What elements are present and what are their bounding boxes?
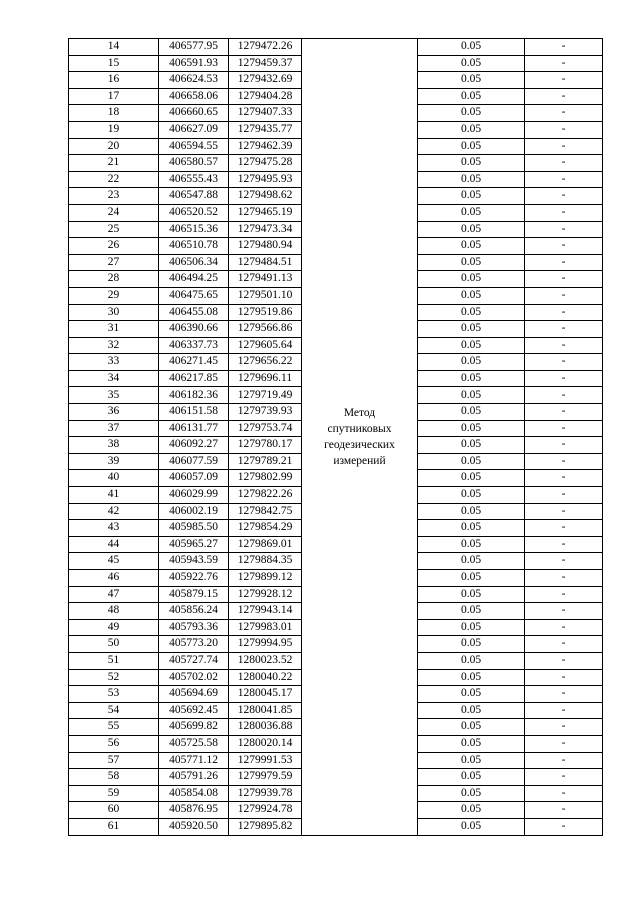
accuracy-cell: 0.05 <box>418 619 525 636</box>
point-number-cell: 32 <box>69 337 159 354</box>
note-cell: - <box>525 487 603 504</box>
y-coordinate-cell: 1279501.10 <box>229 287 302 304</box>
point-number-cell: 38 <box>69 437 159 454</box>
accuracy-cell: 0.05 <box>418 769 525 786</box>
y-coordinate-cell: 1279991.53 <box>229 752 302 769</box>
accuracy-cell: 0.05 <box>418 603 525 620</box>
coordinates-table-body <box>69 39 603 836</box>
note-cell: - <box>525 171 603 188</box>
note-cell: - <box>525 105 603 122</box>
point-number-cell: 45 <box>69 553 159 570</box>
note-cell: - <box>525 271 603 288</box>
accuracy-cell: 0.05 <box>418 636 525 653</box>
note-cell: - <box>525 39 603 56</box>
method-text-line: Метод <box>343 406 376 419</box>
accuracy-cell: 0.05 <box>418 138 525 155</box>
note-cell: - <box>525 520 603 537</box>
accuracy-cell: 0.05 <box>418 470 525 487</box>
point-number-cell: 59 <box>69 785 159 802</box>
point-number-cell: 14 <box>69 39 159 56</box>
y-coordinate-cell: 1279519.86 <box>229 304 302 321</box>
point-number-cell: 52 <box>69 669 159 686</box>
y-coordinate-cell: 1279842.75 <box>229 503 302 520</box>
point-number-cell: 49 <box>69 619 159 636</box>
x-coordinate-cell: 406475.65 <box>159 287 229 304</box>
point-number-cell: 24 <box>69 204 159 221</box>
accuracy-cell: 0.05 <box>418 287 525 304</box>
point-number-cell: 54 <box>69 702 159 719</box>
accuracy-cell: 0.05 <box>418 536 525 553</box>
accuracy-cell: 0.05 <box>418 155 525 172</box>
y-coordinate-cell: 1279884.35 <box>229 553 302 570</box>
note-cell: - <box>525 155 603 172</box>
x-coordinate-cell: 405692.45 <box>159 702 229 719</box>
point-number-cell: 56 <box>69 735 159 752</box>
point-number-cell: 60 <box>69 802 159 819</box>
y-coordinate-cell: 1280040.22 <box>229 669 302 686</box>
y-coordinate-cell: 1280020.14 <box>229 735 302 752</box>
x-coordinate-cell: 405922.76 <box>159 570 229 587</box>
note-cell: - <box>525 287 603 304</box>
accuracy-cell: 0.05 <box>418 204 525 221</box>
note-cell: - <box>525 536 603 553</box>
accuracy-cell: 0.05 <box>418 238 525 255</box>
y-coordinate-cell: 1279780.17 <box>229 437 302 454</box>
note-cell: - <box>525 735 603 752</box>
y-coordinate-cell: 1279719.49 <box>229 387 302 404</box>
x-coordinate-cell: 405725.58 <box>159 735 229 752</box>
accuracy-cell: 0.05 <box>418 785 525 802</box>
point-number-cell: 19 <box>69 121 159 138</box>
x-coordinate-cell: 406510.78 <box>159 238 229 255</box>
point-number-cell: 35 <box>69 387 159 404</box>
accuracy-cell: 0.05 <box>418 188 525 205</box>
point-number-cell: 15 <box>69 55 159 72</box>
point-number-cell: 22 <box>69 171 159 188</box>
note-cell: - <box>525 437 603 454</box>
y-coordinate-cell: 1280036.88 <box>229 719 302 736</box>
method-text-line: измерений <box>333 454 386 467</box>
x-coordinate-cell: 406591.93 <box>159 55 229 72</box>
x-coordinate-cell: 405985.50 <box>159 520 229 537</box>
point-number-cell: 23 <box>69 188 159 205</box>
point-number-cell: 57 <box>69 752 159 769</box>
accuracy-cell: 0.05 <box>418 254 525 271</box>
y-coordinate-cell: 1279498.62 <box>229 188 302 205</box>
x-coordinate-cell: 406182.36 <box>159 387 229 404</box>
note-cell: - <box>525 686 603 703</box>
note-cell: - <box>525 188 603 205</box>
note-cell: - <box>525 88 603 105</box>
point-number-cell: 58 <box>69 769 159 786</box>
note-cell: - <box>525 337 603 354</box>
note-cell: - <box>525 619 603 636</box>
accuracy-cell: 0.05 <box>418 752 525 769</box>
method-cell <box>302 39 418 836</box>
x-coordinate-cell: 406390.66 <box>159 321 229 338</box>
accuracy-cell: 0.05 <box>418 719 525 736</box>
accuracy-cell: 0.05 <box>418 802 525 819</box>
x-coordinate-cell: 406520.52 <box>159 204 229 221</box>
note-cell: - <box>525 370 603 387</box>
y-coordinate-cell: 1279566.86 <box>229 321 302 338</box>
x-coordinate-cell: 406271.45 <box>159 354 229 371</box>
y-coordinate-cell: 1279979.59 <box>229 769 302 786</box>
note-cell: - <box>525 453 603 470</box>
point-number-cell: 50 <box>69 636 159 653</box>
accuracy-cell: 0.05 <box>418 520 525 537</box>
note-cell: - <box>525 752 603 769</box>
note-cell: - <box>525 702 603 719</box>
accuracy-cell: 0.05 <box>418 105 525 122</box>
x-coordinate-cell: 405791.26 <box>159 769 229 786</box>
point-number-cell: 40 <box>69 470 159 487</box>
y-coordinate-cell: 1279789.21 <box>229 453 302 470</box>
note-cell: - <box>525 321 603 338</box>
note-cell: - <box>525 719 603 736</box>
x-coordinate-cell: 405856.24 <box>159 603 229 620</box>
x-coordinate-cell: 406624.53 <box>159 72 229 89</box>
y-coordinate-cell: 1280045.17 <box>229 686 302 703</box>
x-coordinate-cell: 405854.08 <box>159 785 229 802</box>
point-number-cell: 25 <box>69 221 159 238</box>
note-cell: - <box>525 238 603 255</box>
point-number-cell: 46 <box>69 570 159 587</box>
coordinates-table <box>68 38 603 836</box>
y-coordinate-cell: 1279939.78 <box>229 785 302 802</box>
note-cell: - <box>525 470 603 487</box>
x-coordinate-cell: 406131.77 <box>159 420 229 437</box>
y-coordinate-cell: 1279462.39 <box>229 138 302 155</box>
x-coordinate-cell: 405793.36 <box>159 619 229 636</box>
x-coordinate-cell: 406577.95 <box>159 39 229 56</box>
x-coordinate-cell: 405702.02 <box>159 669 229 686</box>
point-number-cell: 47 <box>69 586 159 603</box>
x-coordinate-cell: 405879.15 <box>159 586 229 603</box>
accuracy-cell: 0.05 <box>418 437 525 454</box>
accuracy-cell: 0.05 <box>418 304 525 321</box>
point-number-cell: 18 <box>69 105 159 122</box>
y-coordinate-cell: 1279432.69 <box>229 72 302 89</box>
y-coordinate-cell: 1279983.01 <box>229 619 302 636</box>
y-coordinate-cell: 1279484.51 <box>229 254 302 271</box>
note-cell: - <box>525 769 603 786</box>
x-coordinate-cell: 406151.58 <box>159 404 229 421</box>
accuracy-cell: 0.05 <box>418 570 525 587</box>
x-coordinate-cell: 406506.34 <box>159 254 229 271</box>
note-cell: - <box>525 221 603 238</box>
y-coordinate-cell: 1279899.12 <box>229 570 302 587</box>
y-coordinate-cell: 1279869.01 <box>229 536 302 553</box>
y-coordinate-cell: 1279854.29 <box>229 520 302 537</box>
note-cell: - <box>525 818 603 835</box>
note-cell: - <box>525 72 603 89</box>
accuracy-cell: 0.05 <box>418 669 525 686</box>
note-cell: - <box>525 121 603 138</box>
y-coordinate-cell: 1279696.11 <box>229 370 302 387</box>
point-number-cell: 44 <box>69 536 159 553</box>
x-coordinate-cell: 406337.73 <box>159 337 229 354</box>
y-coordinate-cell: 1279404.28 <box>229 88 302 105</box>
y-coordinate-cell: 1279928.12 <box>229 586 302 603</box>
y-coordinate-cell: 1279895.82 <box>229 818 302 835</box>
note-cell: - <box>525 669 603 686</box>
note-cell: - <box>525 204 603 221</box>
method-text-line: геодезических <box>324 438 395 451</box>
y-coordinate-cell: 1279407.33 <box>229 105 302 122</box>
y-coordinate-cell: 1279822.26 <box>229 487 302 504</box>
point-number-cell: 16 <box>69 72 159 89</box>
y-coordinate-cell: 1279802.99 <box>229 470 302 487</box>
x-coordinate-cell: 406594.55 <box>159 138 229 155</box>
x-coordinate-cell: 406077.59 <box>159 453 229 470</box>
x-coordinate-cell: 406494.25 <box>159 271 229 288</box>
note-cell: - <box>525 503 603 520</box>
note-cell: - <box>525 570 603 587</box>
point-number-cell: 21 <box>69 155 159 172</box>
x-coordinate-cell: 406660.65 <box>159 105 229 122</box>
y-coordinate-cell: 1279943.14 <box>229 603 302 620</box>
note-cell: - <box>525 304 603 321</box>
y-coordinate-cell: 1279472.26 <box>229 39 302 56</box>
point-number-cell: 29 <box>69 287 159 304</box>
x-coordinate-cell: 405694.69 <box>159 686 229 703</box>
x-coordinate-cell: 405943.59 <box>159 553 229 570</box>
accuracy-cell: 0.05 <box>418 503 525 520</box>
accuracy-cell: 0.05 <box>418 387 525 404</box>
note-cell: - <box>525 354 603 371</box>
accuracy-cell: 0.05 <box>418 370 525 387</box>
table-row <box>69 39 603 56</box>
accuracy-cell: 0.05 <box>418 686 525 703</box>
y-coordinate-cell: 1279656.22 <box>229 354 302 371</box>
accuracy-cell: 0.05 <box>418 39 525 56</box>
accuracy-cell: 0.05 <box>418 586 525 603</box>
y-coordinate-cell: 1279435.77 <box>229 121 302 138</box>
point-number-cell: 51 <box>69 652 159 669</box>
point-number-cell: 53 <box>69 686 159 703</box>
y-coordinate-cell: 1280041.85 <box>229 702 302 719</box>
x-coordinate-cell: 406627.09 <box>159 121 229 138</box>
x-coordinate-cell: 405965.27 <box>159 536 229 553</box>
accuracy-cell: 0.05 <box>418 55 525 72</box>
x-coordinate-cell: 406547.88 <box>159 188 229 205</box>
point-number-cell: 43 <box>69 520 159 537</box>
note-cell: - <box>525 652 603 669</box>
accuracy-cell: 0.05 <box>418 420 525 437</box>
accuracy-cell: 0.05 <box>418 121 525 138</box>
note-cell: - <box>525 55 603 72</box>
point-number-cell: 42 <box>69 503 159 520</box>
x-coordinate-cell: 406455.08 <box>159 304 229 321</box>
accuracy-cell: 0.05 <box>418 553 525 570</box>
point-number-cell: 39 <box>69 453 159 470</box>
y-coordinate-cell: 1279491.13 <box>229 271 302 288</box>
y-coordinate-cell: 1280023.52 <box>229 652 302 669</box>
point-number-cell: 34 <box>69 370 159 387</box>
point-number-cell: 26 <box>69 238 159 255</box>
y-coordinate-cell: 1279480.94 <box>229 238 302 255</box>
note-cell: - <box>525 586 603 603</box>
note-cell: - <box>525 387 603 404</box>
x-coordinate-cell: 405727.74 <box>159 652 229 669</box>
x-coordinate-cell: 406217.85 <box>159 370 229 387</box>
x-coordinate-cell: 406555.43 <box>159 171 229 188</box>
x-coordinate-cell: 406057.09 <box>159 470 229 487</box>
x-coordinate-cell: 406002.19 <box>159 503 229 520</box>
point-number-cell: 27 <box>69 254 159 271</box>
accuracy-cell: 0.05 <box>418 453 525 470</box>
accuracy-cell: 0.05 <box>418 271 525 288</box>
y-coordinate-cell: 1279739.93 <box>229 404 302 421</box>
note-cell: - <box>525 603 603 620</box>
point-number-cell: 55 <box>69 719 159 736</box>
y-coordinate-cell: 1279475.28 <box>229 155 302 172</box>
x-coordinate-cell: 406515.36 <box>159 221 229 238</box>
point-number-cell: 33 <box>69 354 159 371</box>
y-coordinate-cell: 1279465.19 <box>229 204 302 221</box>
accuracy-cell: 0.05 <box>418 404 525 421</box>
accuracy-cell: 0.05 <box>418 702 525 719</box>
note-cell: - <box>525 785 603 802</box>
point-number-cell: 41 <box>69 487 159 504</box>
accuracy-cell: 0.05 <box>418 354 525 371</box>
x-coordinate-cell: 405773.20 <box>159 636 229 653</box>
accuracy-cell: 0.05 <box>418 735 525 752</box>
note-cell: - <box>525 553 603 570</box>
accuracy-cell: 0.05 <box>418 88 525 105</box>
accuracy-cell: 0.05 <box>418 321 525 338</box>
note-cell: - <box>525 404 603 421</box>
y-coordinate-cell: 1279753.74 <box>229 420 302 437</box>
accuracy-cell: 0.05 <box>418 221 525 238</box>
point-number-cell: 31 <box>69 321 159 338</box>
accuracy-cell: 0.05 <box>418 818 525 835</box>
y-coordinate-cell: 1279495.93 <box>229 171 302 188</box>
note-cell: - <box>525 802 603 819</box>
accuracy-cell: 0.05 <box>418 337 525 354</box>
x-coordinate-cell: 406580.57 <box>159 155 229 172</box>
y-coordinate-cell: 1279994.95 <box>229 636 302 653</box>
point-number-cell: 28 <box>69 271 159 288</box>
accuracy-cell: 0.05 <box>418 171 525 188</box>
y-coordinate-cell: 1279473.34 <box>229 221 302 238</box>
x-coordinate-cell: 405771.12 <box>159 752 229 769</box>
point-number-cell: 48 <box>69 603 159 620</box>
y-coordinate-cell: 1279924.78 <box>229 802 302 819</box>
note-cell: - <box>525 254 603 271</box>
point-number-cell: 61 <box>69 818 159 835</box>
point-number-cell: 37 <box>69 420 159 437</box>
x-coordinate-cell: 406092.27 <box>159 437 229 454</box>
x-coordinate-cell: 406029.99 <box>159 487 229 504</box>
x-coordinate-cell: 405699.82 <box>159 719 229 736</box>
x-coordinate-cell: 406658.06 <box>159 88 229 105</box>
point-number-cell: 36 <box>69 404 159 421</box>
point-number-cell: 30 <box>69 304 159 321</box>
method-text-line: спутниковых <box>327 422 392 435</box>
accuracy-cell: 0.05 <box>418 72 525 89</box>
note-cell: - <box>525 420 603 437</box>
accuracy-cell: 0.05 <box>418 652 525 669</box>
point-number-cell: 20 <box>69 138 159 155</box>
y-coordinate-cell: 1279605.64 <box>229 337 302 354</box>
point-number-cell: 17 <box>69 88 159 105</box>
note-cell: - <box>525 138 603 155</box>
x-coordinate-cell: 405876.95 <box>159 802 229 819</box>
accuracy-cell: 0.05 <box>418 487 525 504</box>
note-cell: - <box>525 636 603 653</box>
y-coordinate-cell: 1279459.37 <box>229 55 302 72</box>
x-coordinate-cell: 405920.50 <box>159 818 229 835</box>
